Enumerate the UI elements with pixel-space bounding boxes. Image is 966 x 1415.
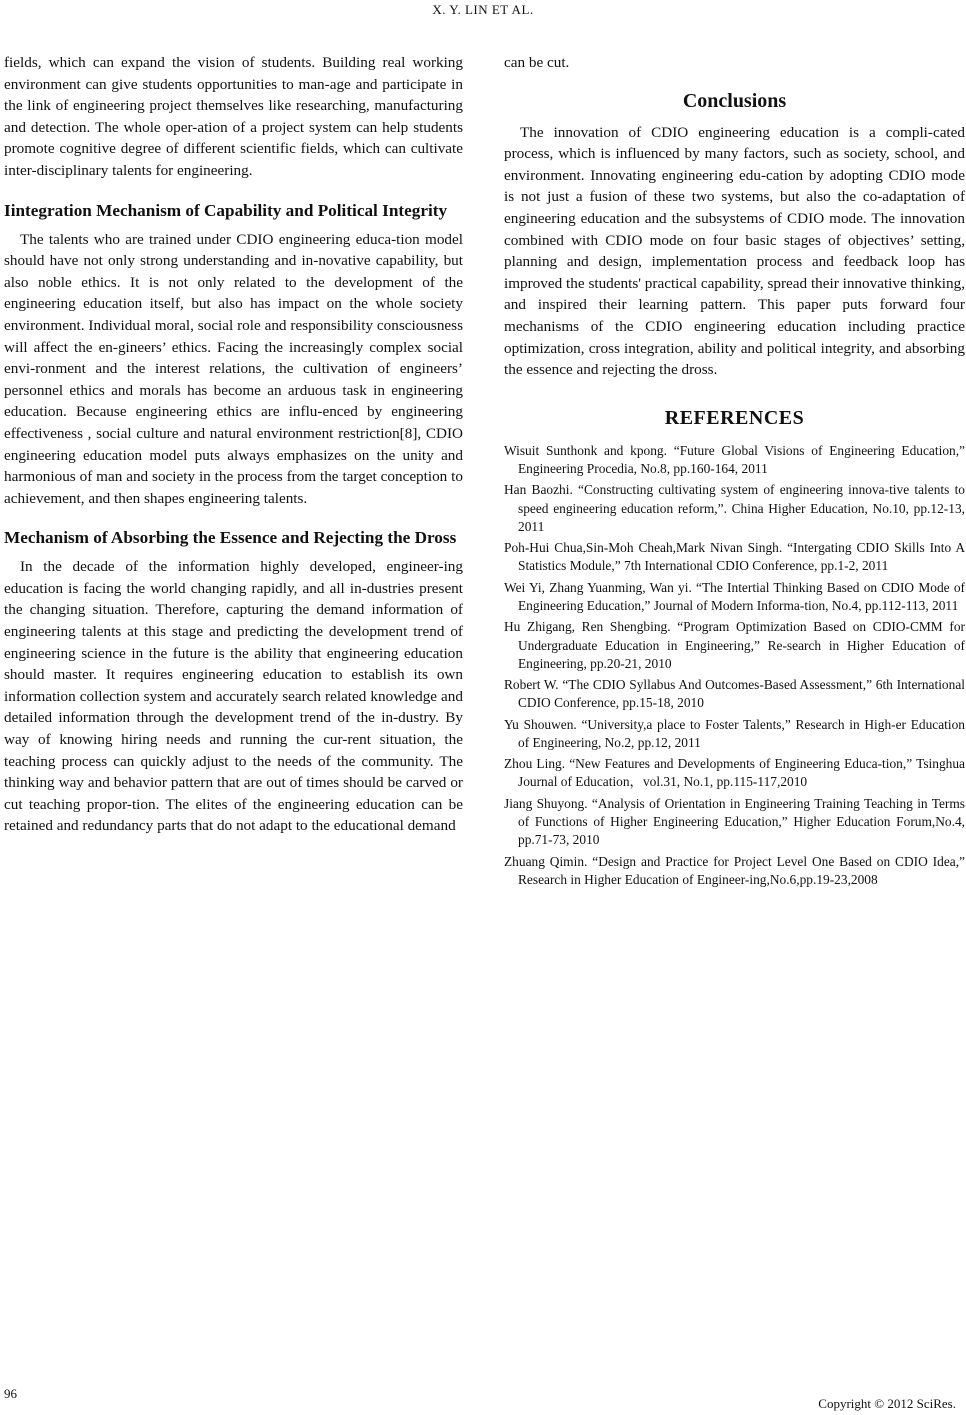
intro-paragraph: fields, which can expand the vision of students. Building real working environment can give students opportunities to man-age and participate in the link of engineering project themselves like researching, manufacturing and detection. The whole oper-ation of a project system can help students promote cognitive degree of different scientific fields, which can cultivate inter-disciplinary talents for engineering. [4, 54, 463, 179]
reference-item: Yu Shouwen. “University,a place to Foster Talents,” Research in High-er Education of Engineering, No.2, pp.12, 2011 [504, 716, 965, 750]
reference-item: Poh-Hui Chua,Sin-Moh Cheah,Mark Nivan Singh. “Intergating CDIO Skills Into A Statistics Module,” 7th International CDIO Conference, pp.1-2, 2011 [504, 540, 965, 574]
copyright-notice: Copyright © 2012 SciRes. [818, 1396, 956, 1411]
reference-item: Jiang Shuyong. “Analysis of Orientation in Engineering Training Teaching in Terms of Functions of Higher Engineering Education,” Higher Education Forum,No.4, pp.71-73, 2010 [504, 795, 965, 848]
left-column [4, 52, 463, 837]
references-heading: REFERENCES [664, 406, 805, 429]
references-list [504, 442, 965, 889]
page-number: 96 [4, 1386, 17, 1401]
reference-item: Zhou Ling. “New Features and Developments of Engineering Educa-tion,” Tsinghua Journal of Education，vol.31, No.1, pp.115-117,2010 [504, 756, 965, 790]
reference-item: Han Baozhi. “Constructing cultivating system of engineering innova-tive talents to speed engineering education reform,”. China Higher Education, No.10, pp.12-13, 2011 [504, 482, 965, 534]
continuation-text: can be cut. [504, 54, 570, 71]
conclusions-heading: Conclusions [682, 89, 787, 112]
reference-item: Robert W. “The CDIO Syllabus And Outcomes-Based Assessment,” 6th International CDIO Conference, pp.15-18, 2010 [504, 677, 965, 711]
section-heading-integrity: Iintegration Mechanism of Capability and Political Integrity [4, 200, 448, 220]
section-paragraph-essence: In the decade of the information highly developed, engineer-ing education is facing the world changing rapidly, and all in-dustries present the changing situation. Therefore, capturing the demand information of engineering talents at this stage and predicting the development trend of engineering science in the future is the ability that engineering education should master. It requires engineering education to establish its own information collection system and accurately search related knowledge and detailed information through the development trend of the in-dustry. By way of knowing hiring needs and running the cur-rent situation, the teaching process can quickly adjust to the needs of the community. The thinking way and behavior pattern that are out of times should be carved or cut teaching propor-tion. The elites of the engineering education can be retained and redundancy parts that do not adapt to the educational demand [4, 558, 463, 835]
running-head: X. Y. LIN ET AL. [432, 2, 534, 17]
reference-item: Zhuang Qimin. “Design and Practice for Project Level One Based on CDIO Idea,” Research in Higher Education of Engineer-ing,No.6,pp.19-23,2008 [504, 853, 965, 887]
section-paragraph-integrity: The talents who are trained under CDIO engineering educa-tion model should have not only strong understanding and in-novative capability, but also noble ethics. It is not only related to the development of the engineering education itself, but also has impact on the whole society environment. Individual moral, social role and responsibility consciousness will affect the en-gineers’ ethics. Facing the increasingly complex social envi-ronment and the interest relations, the cultivation of engineers’ personnel ethics and morals has become an arduous task in engineering education. Because engineering ethics are influ-enced by engineering effectiveness , social culture and natural environment restriction[8], CDIO engineering education model puts always emphasizes on the unity and harmonious of man and society in the process from the target conception to achievement, and then shapes engineering talents. [4, 230, 463, 507]
right-column [504, 52, 965, 892]
reference-item: Hu Zhigang, Ren Shengbing. “Program Optimization Based on CDIO-CMM for Undergraduate Education in Engineering,” Re-search in Higher Education of Engineering, pp.20-21, 2010 [504, 619, 965, 671]
conclusions-paragraph: The innovation of CDIO engineering education is a compli-cated process, which is influenced by many factors, such as society, school, and environment. Innovating engineering edu-cation by adopting CDIO mode is not just a fusion of these two systems, but also the co-adaptation of engineering education and the subsystems of CDIO mode. The innovation combined with CDIO mode on four basic stages of objectives’ setting, planning and design, implementation process and feedback loop has improved the students' practical capability, spread their innovative thinking, and inspired their learning pattern. This paper puts forward four mechanisms of the CDIO engineering education including practice optimization, cross integration, ability and political integrity, and absorbing the essence and rejecting the dross. [504, 123, 965, 379]
reference-item: Wei Yi, Zhang Yuanming, Wan yi. “The Intertial Thinking Based on CDIO Mode of Engineering Education,” Journal of Modern Informa-tion, No.4, pp.112-113, 2011 [504, 579, 965, 613]
section-heading-essence: Mechanism of Absorbing the Essence and Rejecting the Dross [4, 528, 457, 548]
reference-item: Wisuit Sunthonk and kpong. “Future Global Visions of Engineering Education,” Engineering Procedia, No.8, pp.160-164, 2011 [504, 442, 965, 476]
